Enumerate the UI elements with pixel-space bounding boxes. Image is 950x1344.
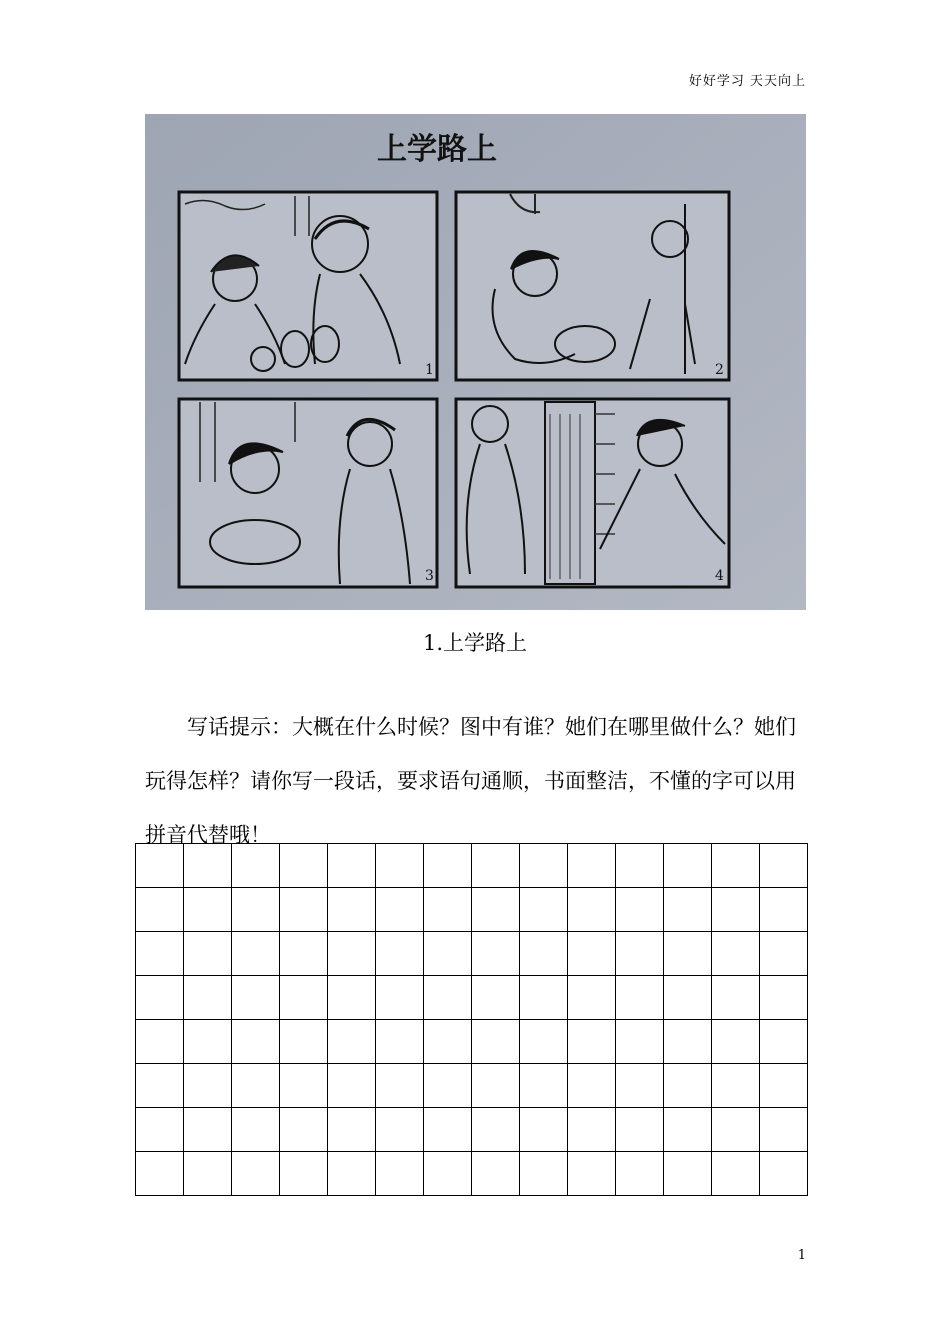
grid-cell[interactable] [568, 932, 616, 976]
grid-cell[interactable] [616, 1152, 664, 1196]
grid-cell[interactable] [760, 888, 808, 932]
grid-cell[interactable] [184, 1064, 232, 1108]
grid-cell[interactable] [376, 1152, 424, 1196]
grid-cell[interactable] [472, 1020, 520, 1064]
grid-cell[interactable] [184, 844, 232, 888]
grid-cell[interactable] [616, 1064, 664, 1108]
grid-cell[interactable] [760, 1020, 808, 1064]
comic-illustration [145, 114, 806, 610]
grid-cell[interactable] [328, 1020, 376, 1064]
grid-cell[interactable] [232, 844, 280, 888]
grid-cell[interactable] [712, 976, 760, 1020]
grid-cell[interactable] [520, 1152, 568, 1196]
grid-cell[interactable] [328, 888, 376, 932]
grid-cell[interactable] [424, 976, 472, 1020]
grid-cell[interactable] [136, 932, 184, 976]
page-number: 1 [797, 1248, 806, 1263]
grid-cell[interactable] [136, 1152, 184, 1196]
grid-cell[interactable] [136, 976, 184, 1020]
grid-cell[interactable] [568, 1064, 616, 1108]
grid-cell[interactable] [664, 1152, 712, 1196]
picture-caption: 1.上学路上 [422, 631, 528, 655]
grid-cell[interactable] [520, 1064, 568, 1108]
grid-cell[interactable] [712, 888, 760, 932]
grid-cell[interactable] [616, 1108, 664, 1152]
grid-cell[interactable] [760, 932, 808, 976]
grid-cell[interactable] [376, 932, 424, 976]
grid-cell[interactable] [280, 844, 328, 888]
grid-cell[interactable] [568, 888, 616, 932]
grid-cell[interactable] [184, 1108, 232, 1152]
grid-cell[interactable] [760, 1152, 808, 1196]
grid-cell[interactable] [664, 932, 712, 976]
grid-row [136, 1108, 808, 1152]
grid-cell[interactable] [760, 844, 808, 888]
grid-cell[interactable] [280, 1108, 328, 1152]
grid-cell[interactable] [424, 844, 472, 888]
grid-row [136, 1152, 808, 1196]
grid-cell[interactable] [568, 976, 616, 1020]
grid-cell[interactable] [472, 888, 520, 932]
grid-row [136, 1064, 808, 1108]
grid-cell[interactable] [232, 1108, 280, 1152]
grid-cell[interactable] [712, 1064, 760, 1108]
panel-number-4: 4 [715, 568, 724, 584]
grid-cell[interactable] [136, 888, 184, 932]
illustration-title: 上学路上 [377, 132, 497, 167]
grid-cell[interactable] [280, 1020, 328, 1064]
grid-cell[interactable] [760, 976, 808, 1020]
grid-cell[interactable] [280, 1152, 328, 1196]
panel-number-1: 1 [425, 362, 434, 378]
grid-cell[interactable] [712, 1108, 760, 1152]
header-motto: 好好学习 天天向上 [688, 74, 806, 89]
grid-cell[interactable] [472, 1152, 520, 1196]
grid-cell[interactable] [280, 976, 328, 1020]
grid-cell[interactable] [424, 888, 472, 932]
grid-cell[interactable] [616, 932, 664, 976]
grid-cell[interactable] [616, 1020, 664, 1064]
grid-cell[interactable] [232, 888, 280, 932]
grid-cell[interactable] [664, 1108, 712, 1152]
grid-cell[interactable] [184, 976, 232, 1020]
grid-cell[interactable] [232, 1152, 280, 1196]
grid-cell[interactable] [472, 844, 520, 888]
grid-cell[interactable] [136, 1108, 184, 1152]
panel-number-3: 3 [425, 568, 434, 584]
grid-cell[interactable] [232, 1020, 280, 1064]
grid-cell[interactable] [376, 1064, 424, 1108]
grid-cell[interactable] [136, 844, 184, 888]
writing-grid [135, 843, 808, 1196]
grid-cell[interactable] [664, 844, 712, 888]
comic-panel-2 [456, 192, 729, 380]
grid-cell[interactable] [376, 1108, 424, 1152]
grid-cell[interactable] [280, 888, 328, 932]
grid-cell[interactable] [520, 932, 568, 976]
grid-cell[interactable] [328, 1108, 376, 1152]
grid-cell[interactable] [472, 932, 520, 976]
grid-cell[interactable] [328, 976, 376, 1020]
grid-cell[interactable] [184, 1020, 232, 1064]
writing-prompt: 写话提示：大概在什么时候？图中有谁？她们在哪里做什么？她们玩得怎样？请你写一段话，要求语句通顺，书面整洁，不懂的字可以用拼音代替哦！ [145, 715, 796, 847]
grid-cell[interactable] [568, 1152, 616, 1196]
grid-cell[interactable] [232, 976, 280, 1020]
grid-cell[interactable] [472, 1064, 520, 1108]
grid-cell[interactable] [520, 976, 568, 1020]
grid-cell[interactable] [424, 1152, 472, 1196]
grid-cell[interactable] [568, 1020, 616, 1064]
grid-cell[interactable] [136, 1020, 184, 1064]
grid-cell[interactable] [664, 1020, 712, 1064]
grid-cell[interactable] [328, 932, 376, 976]
comic-panel-4 [456, 399, 729, 587]
grid-cell[interactable] [616, 844, 664, 888]
grid-cell[interactable] [520, 1020, 568, 1064]
grid-cell[interactable] [616, 976, 664, 1020]
grid-cell[interactable] [664, 888, 712, 932]
grid-cell[interactable] [376, 888, 424, 932]
grid-cell[interactable] [328, 1064, 376, 1108]
grid-cell[interactable] [520, 844, 568, 888]
grid-cell[interactable] [424, 932, 472, 976]
grid-cell[interactable] [760, 1108, 808, 1152]
grid-cell[interactable] [424, 1064, 472, 1108]
grid-cell[interactable] [232, 932, 280, 976]
grid-cell[interactable] [520, 888, 568, 932]
grid-cell[interactable] [328, 844, 376, 888]
grid-cell[interactable] [472, 976, 520, 1020]
grid-cell[interactable] [760, 1064, 808, 1108]
grid-cell[interactable] [664, 1064, 712, 1108]
grid-cell[interactable] [376, 844, 424, 888]
grid-cell[interactable] [136, 1064, 184, 1108]
grid-row [136, 888, 808, 932]
grid-cell[interactable] [184, 888, 232, 932]
comic-panel-3 [179, 399, 437, 587]
grid-cell[interactable] [472, 1108, 520, 1152]
grid-row [136, 844, 808, 888]
panel-number-2: 2 [715, 362, 724, 378]
grid-cell[interactable] [616, 888, 664, 932]
grid-cell[interactable] [664, 976, 712, 1020]
grid-cell[interactable] [712, 1152, 760, 1196]
grid-cell[interactable] [520, 1108, 568, 1152]
grid-cell[interactable] [280, 1064, 328, 1108]
grid-cell[interactable] [376, 1020, 424, 1064]
grid-row [136, 976, 808, 1020]
grid-row [136, 1020, 808, 1064]
grid-cell[interactable] [568, 1108, 616, 1152]
grid-cell[interactable] [328, 1152, 376, 1196]
grid-cell[interactable] [376, 976, 424, 1020]
grid-cell[interactable] [712, 844, 760, 888]
grid-cell[interactable] [232, 1064, 280, 1108]
comic-panel-1 [179, 192, 437, 380]
grid-cell[interactable] [712, 932, 760, 976]
grid-cell[interactable] [184, 1152, 232, 1196]
grid-cell[interactable] [424, 1020, 472, 1064]
grid-row [136, 932, 808, 976]
grid-cell[interactable] [712, 1020, 760, 1064]
grid-cell[interactable] [568, 844, 616, 888]
grid-cell[interactable] [424, 1108, 472, 1152]
grid-cell[interactable] [184, 932, 232, 976]
grid-cell[interactable] [280, 932, 328, 976]
